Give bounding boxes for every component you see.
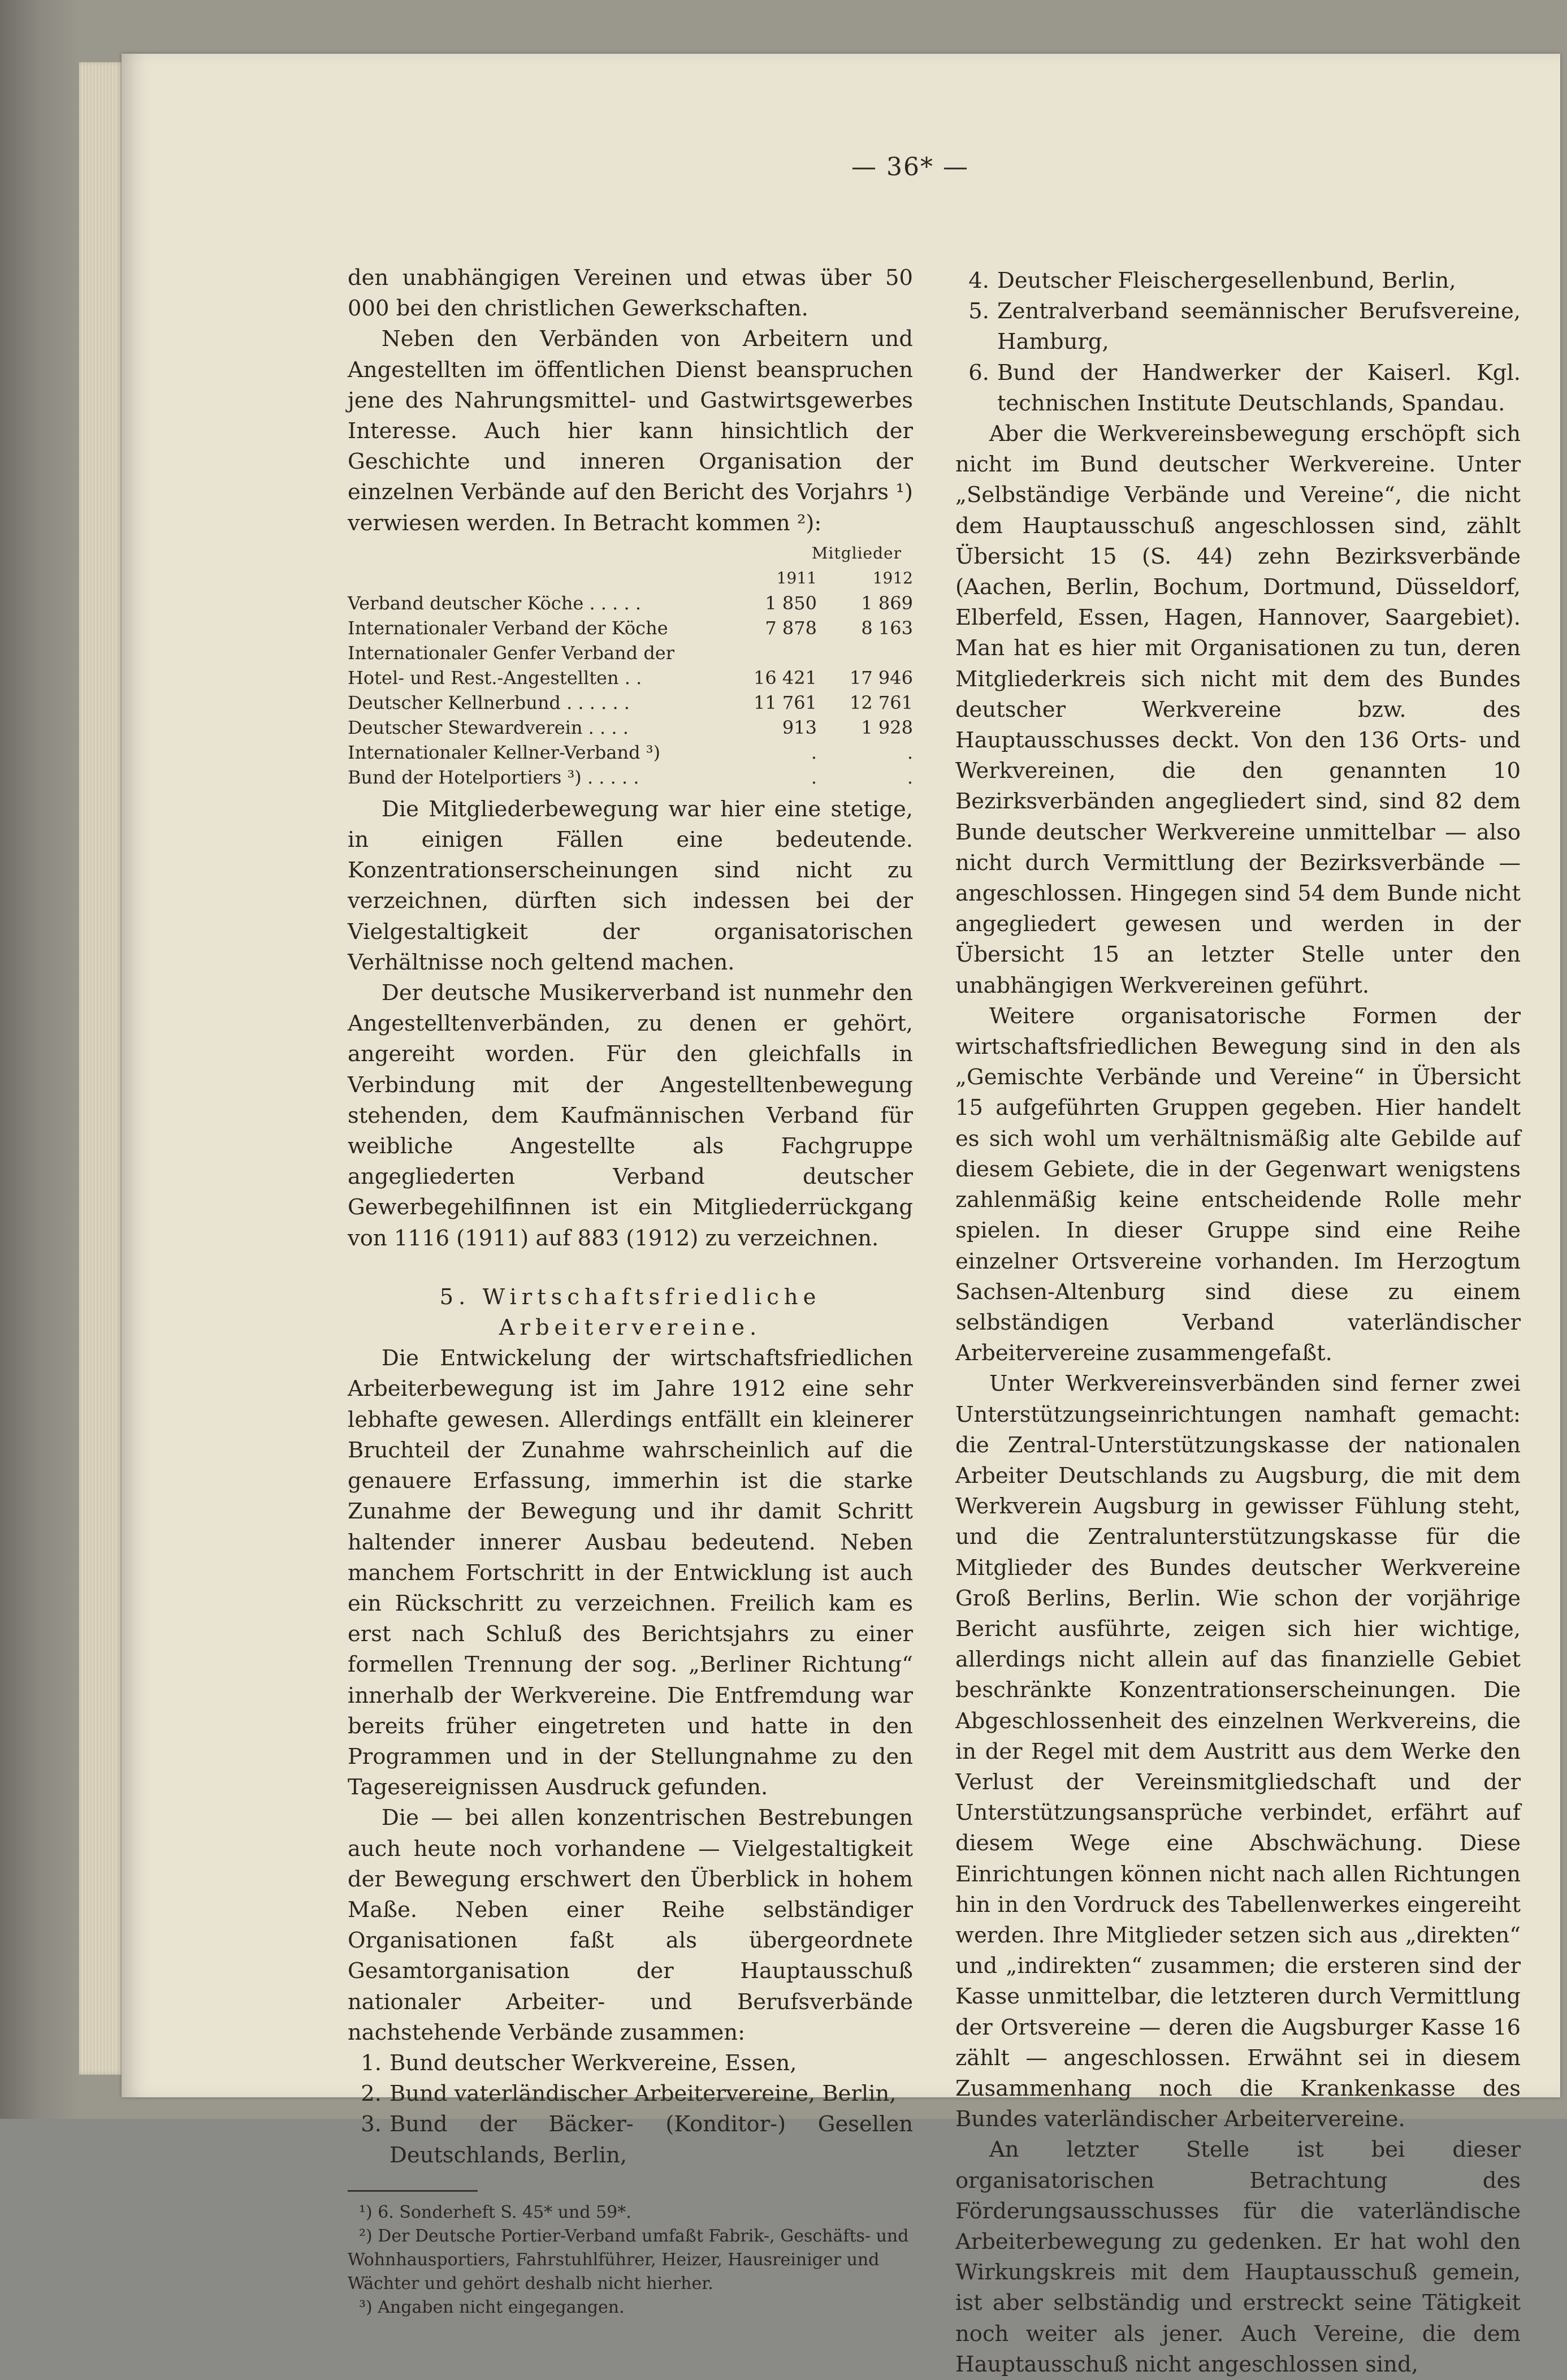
- row-value-1912: .: [907, 741, 913, 763]
- row-name: Hotel- und Rest.-Angestellten . .: [348, 667, 642, 689]
- table-row: [348, 740, 913, 765]
- table-row: [348, 665, 913, 690]
- list-text: Bund vaterländischer Arbeitervereine, Berlin,: [389, 2081, 897, 2107]
- left-paragraph-4: Der deutsche Musikerverband ist nunmehr den Angestelltenverbänden, zu denen er gehört, angereiht worden. Für den gleichfalls in Verbindung mit der Angestelltenbewegung stehenden, dem Kaufmännischen Verband für weibliche Angestellte als Fachgruppe angegliederten Verband deutscher Gewerbegehilfinnen ist ein Mitgliederrückgang von 1116 (1911) auf 883 (1912) zu verzeichnen.: [348, 980, 913, 1251]
- row-value-1911: 913: [782, 716, 817, 738]
- table-row: [348, 616, 913, 641]
- left-paragraph-5: Die Entwickelung der wirtschaftsfriedlichen Arbeiterbewegung ist im Jahre 1912 eine sehr lebhafte gewesen. Allerdings entfällt ein kleinerer Bruchteil der Zunahme wahrscheinlich auf die genauere Erfassung, immerhin ist die starke Zunahme der Bewegung und ihr damit Schritt haltender innerer Ausbau bedeutend. Neben manchem Fortschritt in der Entwicklung ist auch ein Rückschritt zu verzeichnen. Freilich kam es erst nach Schluß des Berichtsjahrs zu einer formellen Trennung der sog. „Berliner Richtung“ innerhalb der Werkvereine. Die Entfremdung war bereits früher eingetreten und hatte in den Programmen und in der Stellungnahme zu den Tagesereignissen Ausdruck gefunden.: [348, 1345, 913, 1801]
- right-association-list: [955, 266, 1521, 419]
- year-1911-label: 1911: [776, 568, 817, 587]
- section-heading: 5. Wirtschaftsfriedliche Arbeitervereine.: [439, 1284, 821, 1341]
- right-paragraph-4: An letzter Stelle ist bei dieser organisatorischen Betrachtung des Förderungsausschusses für die vaterländische Arbeiterbewegung zu gedenken. Er hat wohl den Wirkungskreis mit dem Hauptausschuß gemein, ist aber selbständig und erstreckt seine Tätigkeit noch weiter als jener. Auch Vereine, die dem Hauptausschuß nicht angeschlossen sind,: [955, 2137, 1521, 2377]
- table-row: [348, 641, 913, 665]
- list-item: [955, 266, 1521, 296]
- row-value-1912: 12 761: [850, 691, 913, 713]
- row-value-1911: 11 761: [754, 691, 817, 713]
- row-value-1911: 7 878: [765, 617, 817, 639]
- left-association-list: [348, 2048, 913, 2171]
- list-text: Zentralverband seemännischer Berufsvereine, Hamburg,: [997, 298, 1521, 355]
- table-row: [348, 715, 913, 740]
- right-paragraph-2: Weitere organisatorische Formen der wirtschaftsfriedlichen Bewegung sind in den als „Gemischte Verbände und Vereine“ in Übersicht 15 aufgeführten Gruppen gegeben. Hier handelt es sich wohl um verhältnismäßig alte Gebilde auf diesem Gebiete, die in der Gegenwart wenigstens zahlenmäßig keine entscheidende Rolle mehr spielen. In dieser Gruppe sind eine Reihe einzelner Ortsvereine vorhanden. Im Herzogtum Sachsen-Altenburg sind diese zu einem selbständigen Verband vaterländischer Arbeitervereine zusammengefaßt.: [955, 1003, 1521, 1366]
- footnote-rule: [348, 2190, 478, 2192]
- left-paragraph-6: Die — bei allen konzentrischen Bestrebungen auch heute noch vorhandene — Vielgestaltigkeit der Bewegung erschwert den Überblick in hohem Maße. Neben einer Reihe selbständiger Organisationen faßt als übergeordnete Gesamtorganisation der Hauptausschuß nationaler Arbeiter- und Berufsverbände nachstehende Verbände zusammen:: [348, 1805, 913, 2045]
- row-value-1911: .: [811, 741, 817, 763]
- table-row: [348, 765, 913, 790]
- row-value-1912: 1 928: [861, 716, 913, 738]
- list-item: [955, 296, 1521, 357]
- list-number: 6.: [968, 360, 989, 386]
- right-paragraph-1: Aber die Werkvereinsbewegung erschöpft sich nicht im Bund deutscher Werkvereine. Unter „Selbständige Verbände und Vereine“, die nicht dem Hauptausschuß angeschlossen sind, zählt Übersicht 15 (S. 44) zehn Bezirksverbände (Aachen, Berlin, Bochum, Dortmund, Düsseldorf, Elberfeld, Essen, Hagen, Hannover, Saargebiet). Man hat es hier mit Organisationen zu tun, deren Mitgliederkreis sich nicht mit dem des Bundes deutscher Werkvereine bzw. des Hauptausschusses deckt. Von den 136 Orts- und Werkvereinen, die den genannten 10 Bezirksverbänden angegliedert sind, sind 82 dem Bunde deutscher Werkvereine unmittelbar — also nicht durch Vermittlung der Bezirksverbände — angeschlossen. Hingegen sind 54 dem Bunde nicht angegliedert gewesen und werden in der Übersicht 15 an letzter Stelle unter den unabhängigen Werkvereinen geführt.: [955, 421, 1521, 998]
- list-number: 1.: [361, 2050, 382, 2076]
- table-row: [348, 690, 913, 715]
- members-table: [348, 541, 913, 790]
- row-value-1912: .: [907, 766, 913, 788]
- members-table-years: [348, 566, 913, 591]
- row-name: Internationaler Genfer Verband der: [348, 642, 675, 664]
- left-paragraph-1: den unabhängigen Vereinen und etwas über 50 000 bei den christlichen Gewerkschaften.: [348, 265, 913, 322]
- row-name: Verband deutscher Köche . . . . .: [348, 592, 641, 614]
- year-1912-label: 1912: [872, 568, 913, 587]
- row-name: Internationaler Kellner-Verband ³): [348, 741, 661, 763]
- left-column: [348, 263, 913, 2320]
- list-number: 5.: [968, 298, 989, 324]
- list-text: Bund der Bäcker- (Konditor-) Gesellen Deutschlands, Berlin,: [389, 2111, 913, 2168]
- row-value-1912: 8 163: [861, 617, 913, 639]
- footnote-3: ³) Angaben nicht eingegangen.: [359, 2297, 625, 2317]
- row-name: Bund der Hotelportiers ³) . . . . .: [348, 766, 639, 788]
- footnote-2: ²) Der Deutsche Portier-Verband umfaßt Fabrik-, Geschäfts- und Wohnhausportiers, Fahrstuhlführer, Heizer, Hausreiniger und Wächter und gehört deshalb nicht hierher.: [348, 2226, 909, 2294]
- row-value-1911: 16 421: [754, 667, 817, 689]
- right-column: [955, 266, 1521, 2380]
- row-value-1911: .: [811, 766, 817, 788]
- right-paragraph-3: Unter Werkvereinsverbänden sind ferner zwei Unterstützungseinrichtungen namhaft gemacht: die Zentral-Unterstützungskasse der nationalen Arbeiter Deutschlands zu Augsburg, die mit dem Werkverein Augsburg in gewisser Fühlung steht, und die Zentralunterstützungskasse für die Mitglieder des Bundes deutscher Werkvereine Groß Berlins, Berlin. Wie schon der vorjährige Bericht ausführte, zeigen sich hier wichtige, allerdings nicht allein auf das finanzielle Gebiet beschränkte Konzentrationserscheinungen. Die Abgeschlossenheit des einzelnen Werkvereins, die in der Regel mit dem Austritt aus dem Werke den Verlust der Vereinsmitgliedschaft und der Unterstützungsansprüche verbindet, erfährt auf diesem Wege eine Abschwächung. Diese Einrichtungen können nicht nach allen Richtungen hin in den Vordruck des Tabellenwerkes eingereiht werden. Ihre Mitglieder setzen sich aus „direkten“ und „indirekten“ zusammen; die ersteren sind der Kasse unmittelbar, die letzteren durch Vermittlung der Ortsvereine — deren die Augsburger Kasse 16 zählt — angeschlossen. Erwähnt sei in diesem Zusammenhang noch die Krankenkasse des Bundes vaterländischer Arbeitervereine.: [955, 1371, 1521, 2132]
- row-name: Internationaler Verband der Köche: [348, 617, 668, 639]
- list-item: [348, 2079, 913, 2109]
- list-item: [348, 2048, 913, 2079]
- table-row: [348, 591, 913, 616]
- row-value-1912: 1 869: [861, 592, 913, 614]
- footnotes: [348, 2190, 913, 2320]
- row-name: Deutscher Stewardverein . . . .: [348, 716, 629, 738]
- list-item: [955, 358, 1521, 419]
- page-number: — 36* —: [851, 153, 969, 181]
- book-page-edges: [79, 62, 124, 2075]
- row-name: Deutscher Kellnerbund . . . . . .: [348, 691, 630, 713]
- list-number: 3.: [361, 2111, 382, 2137]
- footnote-1: ¹) 6. Sonderheft S. 45* und 59*.: [359, 2202, 631, 2222]
- list-text: Bund der Handwerker der Kaiserl. Kgl. technischen Institute Deutschlands, Spandau.: [997, 360, 1521, 416]
- list-number: 2.: [361, 2081, 382, 2107]
- left-paragraph-3: Die Mitgliederbewegung war hier eine stetige, in einigen Fällen eine bedeutende. Konzentrationserscheinungen sind nicht zu verzeichnen, dürften sich indessen bei der Vielgestaltigkeit der organisatorischen Verhältnisse noch geltend machen.: [348, 796, 913, 975]
- list-text: Bund deutscher Werkvereine, Essen,: [389, 2050, 797, 2076]
- list-number: 4.: [968, 268, 989, 293]
- left-paragraph-2: Neben den Verbänden von Arbeitern und Angestellten im öffentlichen Dienst beanspruchen jene des Nahrungsmittel- und Gastwirtsgewerbes Interesse. Auch hier kann hinsichtlich der Geschichte und inneren Organisation der einzelnen Verbände auf den Bericht des Vorjahrs ¹) verwiesen werden. In Betracht kommen ²):: [348, 326, 913, 536]
- members-table-header: Mitglieder: [811, 543, 902, 562]
- list-text: Deutscher Fleischergesellenbund, Berlin,: [997, 268, 1456, 293]
- row-value-1911: 1 850: [765, 592, 817, 614]
- row-value-1912: 17 946: [850, 667, 913, 689]
